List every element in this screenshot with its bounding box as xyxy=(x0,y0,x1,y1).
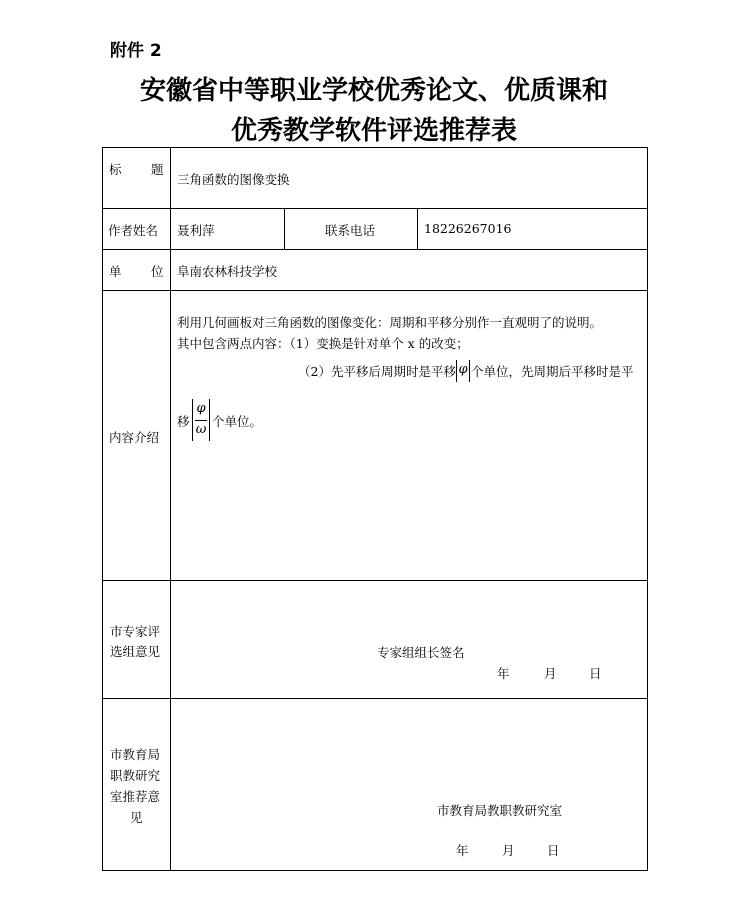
label-column-divider xyxy=(170,147,171,871)
author-cell-divider xyxy=(284,208,285,250)
page-title-line-2: 优秀教学软件评选推荐表 xyxy=(230,116,517,146)
content-line-4-suffix: 个单位。 xyxy=(212,414,263,429)
phi-symbol: φ xyxy=(458,362,468,377)
phone-value: 18226267016 xyxy=(424,221,512,236)
title-label-char-2: 题 xyxy=(151,162,164,177)
table-border-top xyxy=(102,147,648,148)
row-divider xyxy=(102,290,648,291)
phi-over-omega-fraction xyxy=(192,399,210,441)
fraction-bar xyxy=(195,420,207,421)
row-divider xyxy=(102,208,648,209)
page-title-line-1: 安徽省中等职业学校优秀论文、优质课和 xyxy=(139,76,608,106)
expert-signature-label: 专家组组长签名 xyxy=(377,645,465,660)
title-label-char-1: 标 xyxy=(109,162,122,177)
bureau-office-label: 市教育局教职教研究室 xyxy=(437,803,563,818)
bureau-label-line-2: 职教研究 xyxy=(110,768,161,783)
expert-day: 日 xyxy=(589,666,602,681)
table-border-bottom xyxy=(102,870,648,871)
expert-label-line-1: 市专家评 xyxy=(110,624,161,639)
author-value: 聂利萍 xyxy=(177,223,215,238)
bureau-month: 月 xyxy=(502,843,515,858)
unit-label-char-2: 位 xyxy=(151,264,164,279)
unit-value: 阜南农林科技学校 xyxy=(177,264,278,279)
content-line-4-prefix: 移 xyxy=(177,414,190,429)
table-border-left xyxy=(102,147,103,871)
expert-year: 年 xyxy=(497,666,510,681)
fraction-denominator: ω xyxy=(195,422,207,437)
attachment-label: 附件 2 xyxy=(110,41,162,61)
fraction-numerator: φ xyxy=(196,401,206,416)
content-line-3-prefix: （2）先平移后周期时是平移 xyxy=(298,364,456,379)
row-divider xyxy=(102,580,648,581)
bureau-label-line-1: 市教育局 xyxy=(110,747,161,762)
unit-label-char-1: 单 xyxy=(109,264,122,279)
phone-cell-divider xyxy=(417,208,418,250)
row-divider xyxy=(102,698,648,699)
expert-month: 月 xyxy=(544,666,557,681)
bureau-year: 年 xyxy=(456,843,469,858)
row-divider xyxy=(102,249,648,250)
bureau-label-line-4: 见 xyxy=(130,810,143,825)
content-label: 内容介绍 xyxy=(109,430,160,445)
expert-label-line-2: 选组意见 xyxy=(110,644,161,659)
bureau-day: 日 xyxy=(547,843,560,858)
content-line-3-suffix: 个单位，先周期后平移时是平 xyxy=(471,364,634,379)
table-border-right xyxy=(647,147,648,871)
phone-label: 联系电话 xyxy=(325,223,376,238)
content-line-1: 利用几何画板对三角函数的图像变化：周期和平移分别作一直观明了的说明。 xyxy=(177,315,603,330)
bureau-label-line-3: 室推荐意 xyxy=(110,789,161,804)
title-value: 三角函数的图像变换 xyxy=(177,172,290,187)
content-line-2: 其中包含两点内容：（1）变换是针对单个 x 的改变； xyxy=(177,336,469,351)
author-label: 作者姓名 xyxy=(108,223,159,238)
phi-absolute-value xyxy=(456,360,470,382)
